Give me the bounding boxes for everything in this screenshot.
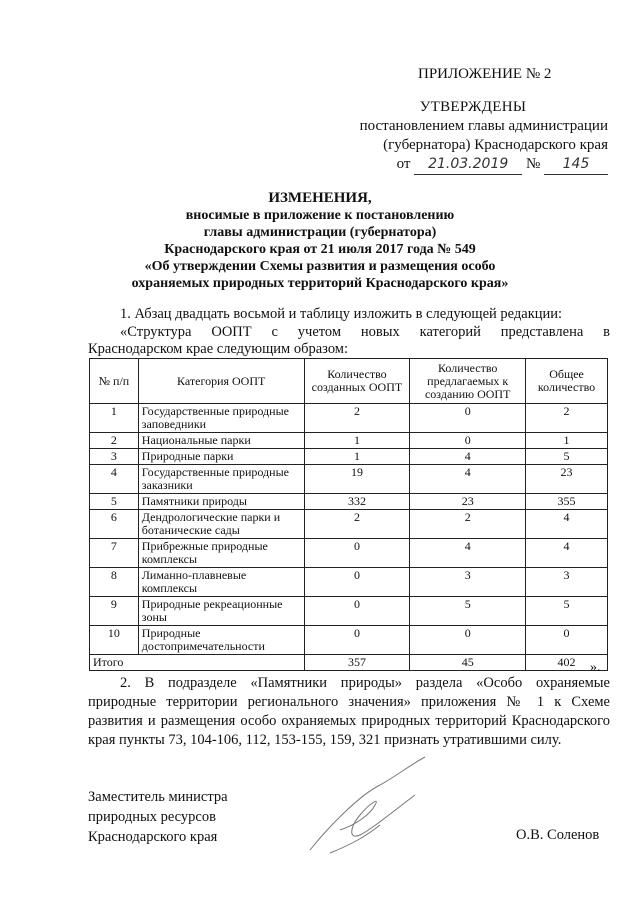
cell-total: 5 <box>526 597 608 626</box>
cell-total: 23 <box>526 465 608 494</box>
cell-proposed: 0 <box>410 626 526 655</box>
cell-total: 355 <box>526 494 608 510</box>
cell-created: 0 <box>304 626 410 655</box>
cell-total: 0 <box>526 626 608 655</box>
table-row <box>90 539 608 568</box>
cell-created: 0 <box>304 539 410 568</box>
date-prefix: от <box>396 156 411 172</box>
heading-line-3: главы администрации (губернатора) <box>203 225 437 240</box>
approval-line-2: (губернатора) Краснодарского края <box>383 137 608 153</box>
footer-label: Итого <box>90 655 305 671</box>
signatory-title <box>88 787 228 847</box>
approval-title: УТВЕРЖДЕНЫ <box>419 99 527 115</box>
table-row <box>90 626 608 655</box>
approval-block <box>338 98 608 175</box>
closing-quote: ». <box>590 660 601 675</box>
signatory-line-1: Заместитель министра <box>88 789 228 805</box>
cell-proposed: 4 <box>410 539 526 568</box>
signatory-line-3: Краснодарского края <box>88 829 218 845</box>
cell-category: Государственные природные заказники <box>138 465 304 494</box>
signatory-name: О.В. Соленов <box>516 827 600 843</box>
cell-total: 5 <box>526 449 608 465</box>
cell-created: 1 <box>304 433 410 449</box>
cell-number: 6 <box>90 510 139 539</box>
header-category: Категория ООПТ <box>138 359 304 404</box>
table-row <box>90 510 608 539</box>
document-heading <box>40 190 600 292</box>
cell-created: 2 <box>304 404 410 433</box>
cell-created: 1 <box>304 449 410 465</box>
date-value: 21.03.2019 <box>414 155 522 175</box>
protected-areas-table <box>89 358 608 671</box>
footer-created: 357 <box>304 655 410 671</box>
table-row <box>90 404 608 433</box>
heading-line-2: вносимые в приложение к постановлению <box>185 208 455 223</box>
heading-line-6: охраняемых природных территорий Краснодарского края» <box>131 276 509 291</box>
paragraph-1: 1. Абзац двадцать восьмой и таблицу изложить в следующей редакции: <box>120 306 563 322</box>
table-row <box>90 449 608 465</box>
approval-date-line <box>338 155 608 175</box>
handwritten-signature <box>300 755 450 865</box>
cell-category: Прибрежные природные комплексы <box>138 539 304 568</box>
approval-line-1: постановлением главы администрации <box>359 118 608 134</box>
cell-proposed: 4 <box>410 449 526 465</box>
header-number: № п/п <box>90 359 139 404</box>
cell-category: Лиманно-плавневые комплексы <box>138 568 304 597</box>
header-proposed: Количество предлагаемых к созданию ООПТ <box>410 359 526 404</box>
cell-created: 2 <box>304 510 410 539</box>
cell-category: Природные достопримечательности <box>138 626 304 655</box>
cell-number: 7 <box>90 539 139 568</box>
table-row <box>90 597 608 626</box>
cell-category: Природные парки <box>138 449 304 465</box>
cell-proposed: 3 <box>410 568 526 597</box>
number-prefix: № <box>525 156 541 172</box>
table-row <box>90 433 608 449</box>
signatory-line-2: природных ресурсов <box>88 809 216 825</box>
cell-total: 3 <box>526 568 608 597</box>
cell-number: 2 <box>90 433 139 449</box>
cell-number: 3 <box>90 449 139 465</box>
footer-total: 402 <box>526 655 608 671</box>
paragraph-3 <box>88 674 610 750</box>
table-row <box>90 494 608 510</box>
cell-number: 8 <box>90 568 139 597</box>
cell-proposed: 0 <box>410 433 526 449</box>
cell-total: 2 <box>526 404 608 433</box>
heading-line-4: Краснодарского края от 21 июля 2017 года № 549 <box>164 242 476 257</box>
cell-proposed: 2 <box>410 510 526 539</box>
cell-number: 4 <box>90 465 139 494</box>
cell-total: 4 <box>526 539 608 568</box>
number-value: 145 <box>544 155 608 175</box>
paragraph-3-text: 2. В подразделе «Памятники природы» раздела «Особо охраняемые природные территории регионального значения» приложения № 1 к Схеме развития и размещения особо охраняемых природных территорий Краснодарского края пункты 73, 104-106, 112, 153-155, 159, 321 признать утратившими силу. <box>88 675 610 748</box>
cell-number: 10 <box>90 626 139 655</box>
cell-category: Национальные парки <box>138 433 304 449</box>
cell-created: 0 <box>304 597 410 626</box>
cell-proposed: 5 <box>410 597 526 626</box>
cell-number: 9 <box>90 597 139 626</box>
heading-line-1: ИЗМЕНЕНИЯ, <box>268 190 372 206</box>
cell-number: 5 <box>90 494 139 510</box>
cell-proposed: 0 <box>410 404 526 433</box>
cell-category: Дендрологические парки и ботанические сады <box>138 510 304 539</box>
table-row <box>90 465 608 494</box>
table-footer-row <box>90 655 608 671</box>
cell-number: 1 <box>90 404 139 433</box>
footer-proposed: 45 <box>410 655 526 671</box>
cell-category: Памятники природы <box>138 494 304 510</box>
cell-created: 0 <box>304 568 410 597</box>
cell-proposed: 23 <box>410 494 526 510</box>
header-created: Количество созданных ООПТ <box>304 359 410 404</box>
heading-line-5: «Об утверждении Схемы развития и размещения особо <box>144 259 496 274</box>
cell-total: 4 <box>526 510 608 539</box>
table-header-row <box>90 359 608 404</box>
header-total: Общее количество <box>526 359 608 404</box>
cell-category: Государственные природные заповедники <box>138 404 304 433</box>
cell-category: Природные рекреационные зоны <box>138 597 304 626</box>
appendix-label: ПРИЛОЖЕНИЕ № 2 <box>418 66 552 82</box>
cell-total: 1 <box>526 433 608 449</box>
table-row <box>90 568 608 597</box>
paragraph-2a: «Структура ООПТ с учетом новых категорий представлена в <box>120 324 610 340</box>
paragraph-2b: Краснодарском крае следующим образом: <box>88 341 348 357</box>
cell-proposed: 4 <box>410 465 526 494</box>
cell-created: 19 <box>304 465 410 494</box>
cell-created: 332 <box>304 494 410 510</box>
